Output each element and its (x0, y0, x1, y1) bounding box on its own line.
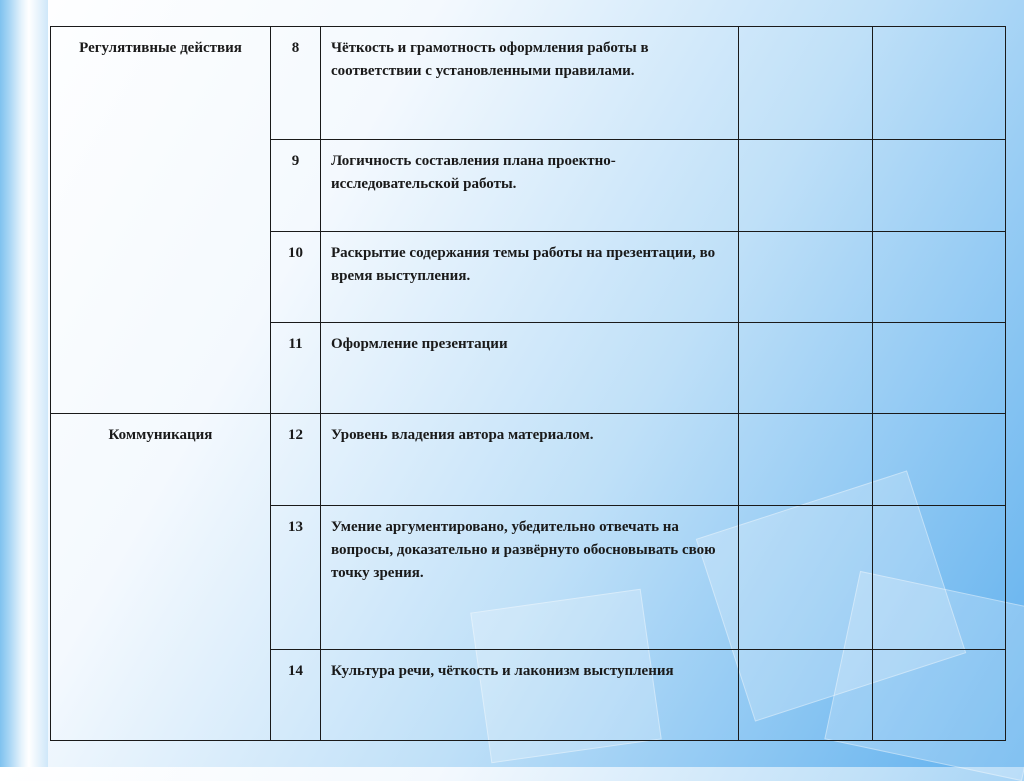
table-row (51, 27, 1006, 140)
criterion-text: Умение аргументировано, убедительно отвечать на вопросы, доказательно и развёрнуто обосновывать свою точку зрения. (321, 506, 739, 650)
row-number: 11 (271, 323, 321, 414)
row-number: 9 (271, 140, 321, 232)
score-cell (739, 506, 873, 650)
evaluation-table (50, 26, 1006, 741)
score-cell (873, 232, 1006, 323)
score-cell (873, 506, 1006, 650)
category-cell: Коммуникация (51, 414, 271, 741)
row-number: 10 (271, 232, 321, 323)
score-cell (739, 323, 873, 414)
score-cell (739, 414, 873, 506)
criterion-text: Оформление презентации (321, 323, 739, 414)
criterion-text: Уровень владения автора материалом. (321, 414, 739, 506)
score-cell (739, 232, 873, 323)
left-decorative-stripe (0, 0, 48, 767)
score-cell (739, 650, 873, 741)
criterion-text: Логичность составления плана проектно-исследовательской работы. (321, 140, 739, 232)
criterion-text: Чёткость и грамотность оформления работы в соответствии с установленными правилами. (321, 27, 739, 140)
table-row (51, 414, 1006, 506)
criterion-text: Раскрытие содержания темы работы на презентации, во время выступления. (321, 232, 739, 323)
score-cell (739, 140, 873, 232)
row-number: 12 (271, 414, 321, 506)
row-number: 8 (271, 27, 321, 140)
score-cell (873, 323, 1006, 414)
row-number: 14 (271, 650, 321, 741)
row-number: 13 (271, 506, 321, 650)
category-cell: Регулятивные действия (51, 27, 271, 414)
score-cell (739, 27, 873, 140)
score-cell (873, 140, 1006, 232)
score-cell (873, 27, 1006, 140)
score-cell (873, 414, 1006, 506)
criterion-text: Культура речи, чёткость и лаконизм выступления (321, 650, 739, 741)
score-cell (873, 650, 1006, 741)
